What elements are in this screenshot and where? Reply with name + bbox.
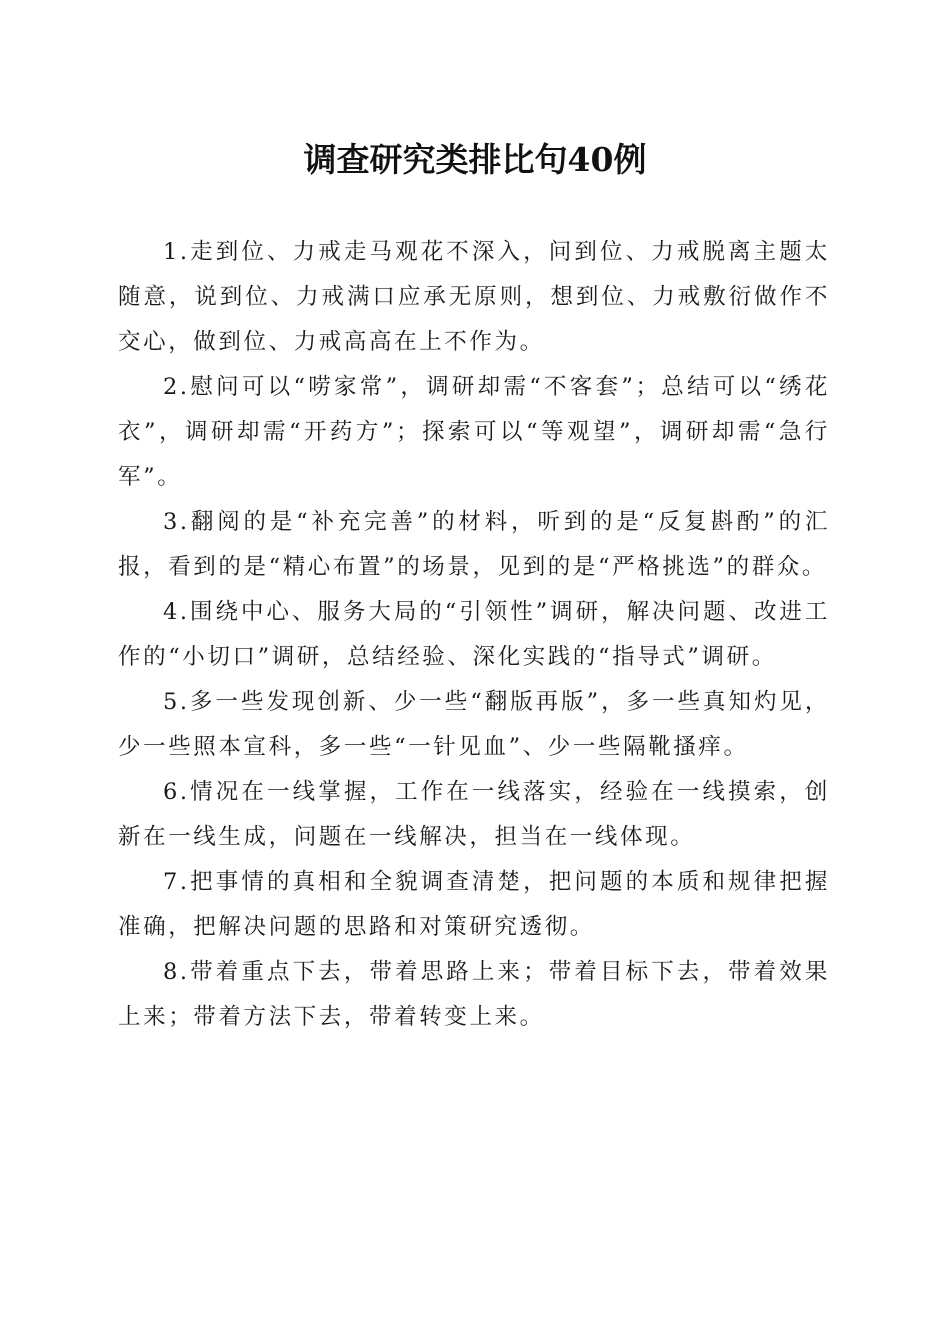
paragraph-1: 1.走到位、力戒走马观花不深入，问到位、力戒脱离主题太随意，说到位、力戒满口应承无原则，想到位、力戒敷衍做作不交心，做到位、力戒高高在上不作为。 [118, 239, 830, 355]
paragraph-2: 2.慰问可以“唠家常”，调研却需“不客套”；总结可以“绣花衣”，调研却需“开药方”；探索可以“等观望”，调研却需“急行军”。 [118, 374, 830, 490]
document-title: 调查研究类排比句40例 [303, 140, 647, 179]
paragraph-4: 4.围绕中心、服务大局的“引领性”调研，解决问题、改进工作的“小切口”调研，总结经验、深化实践的“指导式”调研。 [118, 599, 830, 670]
paragraph-3: 3.翻阅的是“补充完善”的材料，听到的是“反复斟酌”的汇报，看到的是“精心布置”的场景，见到的是“严格挑选”的群众。 [118, 509, 830, 580]
paragraph-6: 6.情况在一线掌握，工作在一线落实，经验在一线摸索，创新在一线生成，问题在一线解决，担当在一线体现。 [118, 779, 830, 850]
document-body [118, 230, 830, 1040]
paragraph-7: 7.把事情的真相和全貌调查清楚，把问题的本质和规律把握准确，把解决问题的思路和对策研究透彻。 [118, 869, 830, 940]
paragraph-8: 8.带着重点下去，带着思路上来；带着目标下去，带着效果上来；带着方法下去，带着转变上来。 [118, 959, 830, 1030]
paragraph-5: 5.多一些发现创新、少一些“翻版再版”，多一些真知灼见，少一些照本宣科，多一些“一针见血”、少一些隔靴搔痒。 [118, 689, 830, 760]
